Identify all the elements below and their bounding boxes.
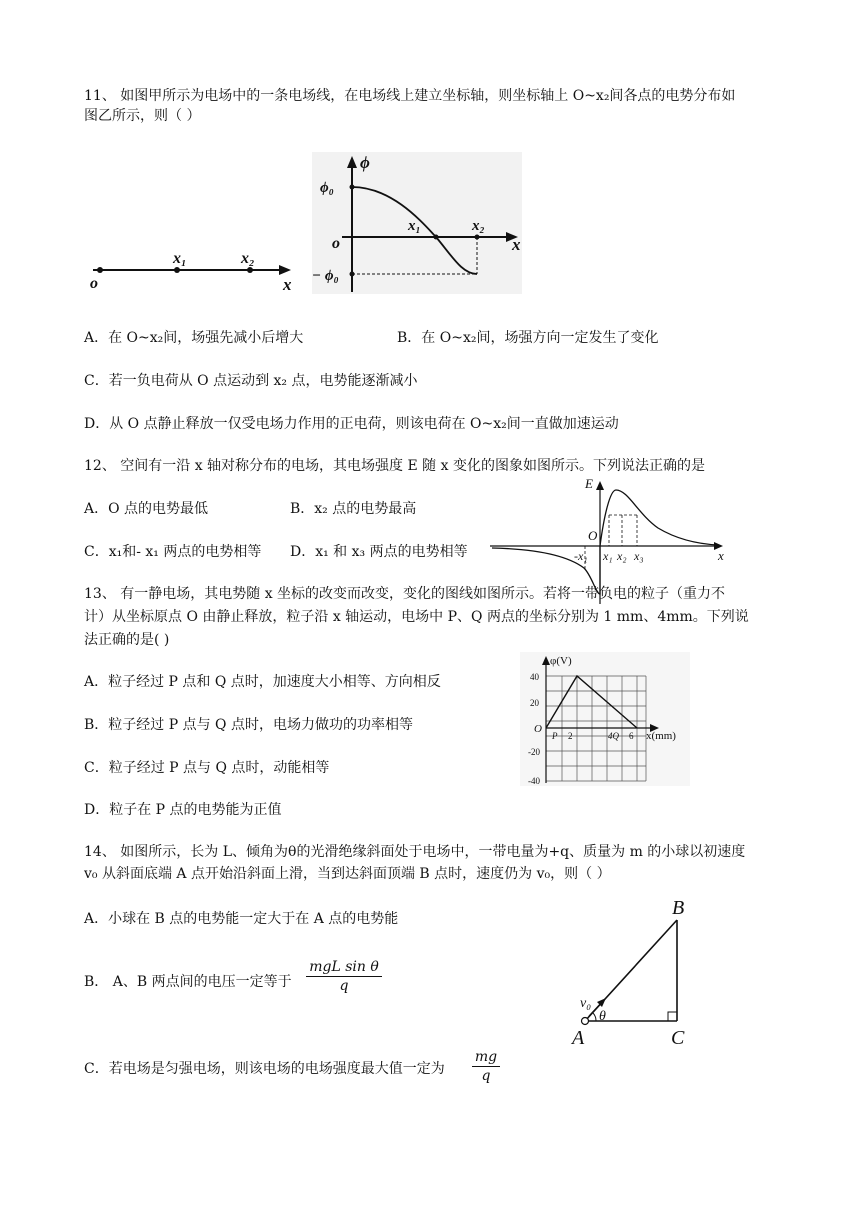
q14-option-b: B． A、B 两点间的电压一定等于: [84, 974, 292, 990]
q14-figure: [560, 892, 700, 1052]
q14-c-label: C: [671, 1027, 685, 1049]
q12-option-c: C．x₁和- x₁ 两点的电势相等: [84, 544, 262, 560]
q11-b-x-label: x: [512, 235, 521, 254]
q12-option-b: B．x₂ 点的电势最高: [290, 501, 417, 517]
q11-a-x1-label: x₁: [173, 250, 187, 267]
q11-b-phi-label: ϕ: [360, 153, 370, 172]
q13-yn20: -20: [528, 747, 540, 757]
q12-option-d: D．x₁ 和 x₃ 两点的电势相等: [290, 544, 468, 560]
q13-stem-line2: 计）从坐标原点 O 由静止释放，粒子沿 x 轴运动，电场中 P、Q 两点的坐标分别为 1 mm、4mm。下列说: [84, 609, 749, 625]
q11-option-d: D．从 O 点静止释放一仅受电场力作用的正电荷，则该电荷在 O~x₂间一直做加速运动: [84, 416, 619, 432]
q11-a-x-label: x: [283, 275, 292, 294]
q14-stem-line1: 14、 如图所示，长为 L、倾角为θ的光滑绝缘斜面处于电场中，一带电量为+q、质量为 m 的小球以初速度: [84, 844, 746, 860]
q11-option-b: B．在 O~x₂间，场强方向一定发生了变化: [397, 330, 659, 346]
q13-q-label: 4Q: [608, 731, 619, 741]
q14-option-a: A．小球在 B 点的电势能一定大于在 A 点的电势能: [84, 911, 399, 927]
q13-option-d: D．粒子在 P 点的电势能为正值: [84, 802, 282, 818]
q12-o-label: O: [588, 528, 598, 543]
q11-b-phi0-label: ϕ₀: [320, 180, 334, 196]
q14-option-c-fraction: [472, 1048, 500, 1085]
q13-stem-line3: 法正确的是( ): [84, 632, 170, 648]
q13-xlabel: x(mm): [646, 730, 676, 742]
q14-option-b-denominator: q: [339, 978, 349, 994]
q11-b-x1-label: x₁: [408, 218, 421, 234]
q11-b-o-label: o: [332, 235, 340, 252]
q12-x3-label: x₃: [634, 549, 644, 563]
q13-figure: [520, 652, 690, 786]
q11-figure-a: [85, 245, 300, 295]
q11-a-o-label: o: [90, 275, 98, 292]
q13-y0: O: [534, 723, 542, 735]
q14-stem-line2: v₀ 从斜面底端 A 点开始沿斜面上滑，当到达斜面顶端 B 点时，速度仍为 v₀，则（ ）: [84, 866, 611, 882]
q11-option-a: A．在 O~x₂间，场强先减小后增大: [84, 330, 304, 346]
q12-e-label: E: [585, 476, 593, 491]
q13-option-c: C．粒子经过 P 点与 Q 点时，动能相等: [84, 760, 330, 776]
q11-b-negphi0-label: − ϕ₀: [312, 268, 339, 284]
q13-yn40: -40: [528, 776, 540, 786]
q13-y40: 40: [530, 672, 539, 682]
q14-b-label: B: [672, 897, 685, 919]
q13-x6-label: 6: [629, 731, 634, 741]
q11-option-c: C．若一负电荷从 O 点运动到 x₂ 点，电势能逐渐减小: [84, 373, 418, 389]
q14-theta-label: θ: [599, 1009, 606, 1024]
q11-a-x2-label: x₂: [241, 250, 255, 267]
q13-p-label: P: [552, 731, 558, 741]
q13-x2-label: 2: [568, 731, 573, 741]
q11-stem-line1: 11、 如图甲所示为电场中的一条电场线，在电场线上建立坐标轴，则坐标轴上 O~x₂间各点的电势分布如: [84, 88, 736, 104]
q12-option-a: A．O 点的电势最低: [84, 501, 209, 517]
q14-option-c-numerator: mg: [472, 1048, 500, 1067]
q12-x2-label: x₂: [617, 549, 627, 563]
q14-option-b-numerator: mgL sin θ: [306, 958, 382, 977]
q13-stem-line1: 13、 有一静电场，其电势随 x 坐标的改变而改变，变化的图线如图所示。若将一带负电的粒子（重力不: [84, 586, 726, 602]
q13-option-a: A．粒子经过 P 点和 Q 点时，加速度大小相等、方向相反: [84, 674, 441, 690]
q12-x-label: x: [718, 548, 724, 563]
q14-option-c-denominator: q: [481, 1068, 491, 1084]
q12-stem: 12、 空间有一沿 x 轴对称分布的电场，其电场强度 E 随 x 变化的图象如图所示。下列说法正确的是: [84, 458, 705, 474]
q11-figure-b: [312, 152, 530, 297]
q14-a-label: A: [572, 1027, 585, 1049]
q12-negx1-label: -x₁: [574, 549, 588, 563]
q11-b-x2-label: x₂: [472, 218, 485, 234]
q13-option-b: B．粒子经过 P 点与 Q 点时，电场力做功的功率相等: [84, 717, 413, 733]
q14-option-c: C．若电场是匀强电场，则该电场的电场强度最大值一定为: [84, 1061, 445, 1077]
q14-option-b-fraction: [306, 958, 382, 995]
q11-stem-line2: 图乙所示，则（ ）: [84, 108, 201, 124]
q13-y20: 20: [530, 698, 539, 708]
q12-x1-label: x₁: [603, 549, 613, 563]
q13-ylabel: φ(V): [550, 655, 572, 667]
q14-v0-label: v₀: [580, 996, 592, 1011]
